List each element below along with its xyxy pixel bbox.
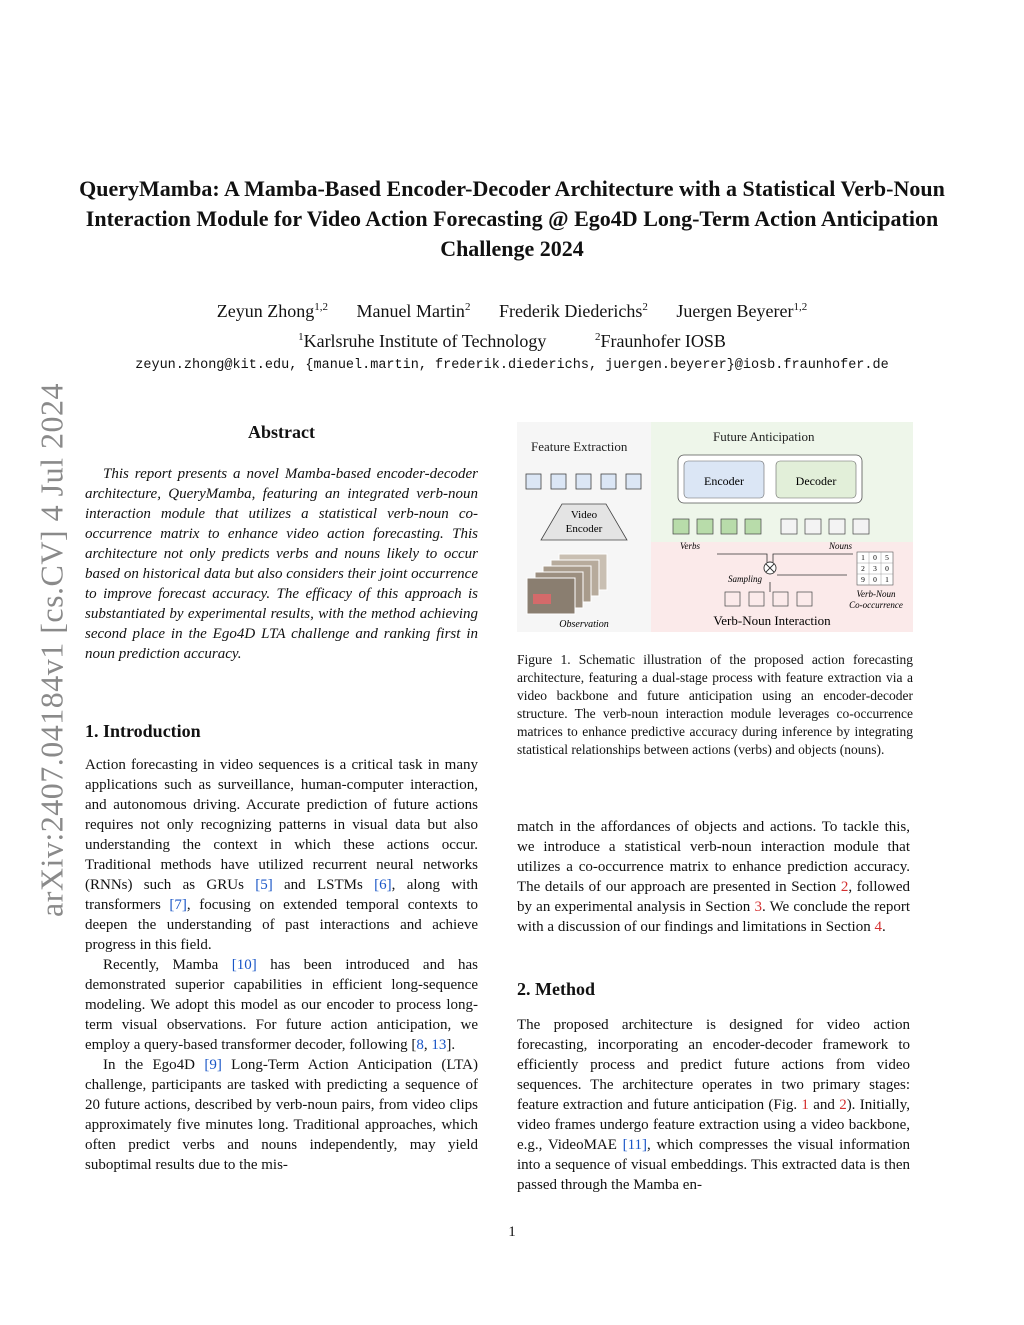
author bbox=[356, 301, 470, 321]
citation-link[interactable]: [6] bbox=[374, 877, 392, 893]
affiliation-number: 2 bbox=[594, 331, 601, 343]
figure-link[interactable]: 2 bbox=[839, 1097, 847, 1113]
matrix-cell: 0 bbox=[885, 564, 889, 573]
author-name: Juergen Beyerer bbox=[676, 301, 794, 321]
figure-caption: Figure 1. Schematic illustration of the proposed action forecasting architecture, featuring a dual-stage process with feature extraction via a video backbone and future anticipation using an encoder-decoder structure. The verb-noun interaction module leverages co-occurrence matrices to enhance predictive accuracy during inference by integrating statistical relationships between actions (verbs) and objects (nouns). bbox=[517, 652, 913, 757]
section-link[interactable]: 3 bbox=[754, 899, 762, 915]
encoder-label: Encoder bbox=[704, 474, 744, 488]
affiliation-list bbox=[0, 330, 1024, 352]
paper-title: QueryMamba: A Mamba-Based Encoder-Decoder Architecture with a Statistical Verb-Noun Interaction Module for Video Action Forecasting @ Ego4D Long-Term Action Anticipation Challenge 2024 bbox=[79, 176, 945, 261]
author-affil: 1,2 bbox=[793, 301, 808, 313]
matrix-cell: 3 bbox=[873, 564, 877, 573]
intro-heading: 1. Introduction bbox=[85, 721, 201, 741]
citation-link[interactable]: [7] bbox=[169, 897, 187, 913]
figure-1-diagram bbox=[517, 422, 913, 632]
author-name: Zeyun Zhong bbox=[216, 301, 315, 321]
author-name: Manuel Martin bbox=[356, 301, 465, 321]
citation-link[interactable]: [11] bbox=[622, 1137, 648, 1153]
matrix-cell: 9 bbox=[861, 575, 865, 584]
feature-extraction-label: Feature Extraction bbox=[531, 439, 628, 454]
method-heading: 2. Method bbox=[517, 979, 595, 999]
video-encoder-label: Encoder bbox=[565, 523, 603, 535]
arxiv-identifier: arXiv:2407.04184v1 [cs.CV] 4 Jul 2024 bbox=[33, 382, 70, 918]
author-affil: 2 bbox=[464, 301, 471, 313]
method-paragraph: The proposed architecture is designed for video action forecasting, incorporating an encoder-decoder framework to efficiently process and predict future actions from video sequences. The architecture operates in two primary stages: feature extraction and future anticipation (Fig. 1 and 2). Initially, video frames undergo feature extraction using a video backbone, e.g., VideoMAE [11], which compresses the visual information into a sequence of visual embeddings. This extracted data is then passed through the Mamba en- bbox=[517, 1017, 911, 1193]
affiliation-number: 1 bbox=[298, 331, 304, 343]
page-number: 1 bbox=[508, 1224, 516, 1240]
method-body bbox=[517, 1015, 910, 1195]
sampling-label: Sampling bbox=[727, 574, 763, 584]
video-encoder-label: Video bbox=[570, 509, 598, 521]
intro-paragraph: In the Ego4D [9] Long-Term Action Anticipation (LTA) challenge, participants are tasked with predicting a sequence of 20 future actions, described by verb-noun pairs, from video clips approximately five minutes long. Traditional approaches, which often predict verbs and nouns independently, may yield suboptimal results due to the mis- bbox=[85, 1057, 478, 1173]
cooccurrence-label: Co-occurrence bbox=[849, 600, 903, 610]
section-link[interactable]: 2 bbox=[840, 879, 849, 895]
verbs-label: Verbs bbox=[680, 541, 700, 551]
author-emails: zeyun.zhong@kit.edu, {manuel.martin, frederik.diederichs, juergen.beyerer}@iosb.fraunhofer.de bbox=[135, 358, 889, 373]
future-anticipation-label: Future Anticipation bbox=[713, 429, 815, 444]
figure-link[interactable]: 1 bbox=[801, 1097, 809, 1113]
matrix-cell: 0 bbox=[873, 575, 877, 584]
abstract-text: This report presents a novel Mamba-based encoder-decoder architecture, QueryMamba, featuring an integrated verb-noun interaction module that utilizes a statistical verb-noun co-occurrence matrix to enhance video action forecasting. This architecture not only predicts verbs and nouns likely to occur based on historical data but also considers their joint occurrence to improve forecast accuracy. The efficacy of this approach is substantiated by experimental results, with the method achieving second place in the Ego4D LTA challenge and ranking first in noun prediction accuracy. bbox=[85, 466, 478, 662]
matrix-cell: 5 bbox=[885, 553, 889, 562]
intro-paragraph: Action forecasting in video sequences is a critical task in many applications such as surveillance, human-computer interaction, and autonomous driving. Accurate prediction of future actions requires not only recognizing patterns in visual data but also understanding the context in which these actions occur. Traditional methods have utilized recurrent neural networks (RNNs) such as GRUs [5] and LSTMs [6], along with transformers [7], focusing on extended temporal contexts to deepen the understanding of past interactions and achieve progress in this field. bbox=[85, 757, 478, 953]
citation-link[interactable]: [9] bbox=[204, 1057, 222, 1073]
affiliation bbox=[595, 331, 726, 351]
matrix-cell: 0 bbox=[873, 553, 877, 562]
affiliation-name: Fraunhofer IOSB bbox=[600, 331, 726, 351]
intro-paragraph: Recently, Mamba [10] has been introduced and has demonstrated superior capabilities in efficient long-sequence modeling. We adopt this model as our encoder to process long-term visual observations. For future action anticipation, we employ a query-based transformer decoder, following [8, 13]. bbox=[85, 957, 478, 1053]
citation-link[interactable]: [5] bbox=[255, 877, 273, 893]
decoder-label: Decoder bbox=[795, 474, 837, 488]
abstract-body bbox=[85, 464, 478, 664]
cooccurrence-matrix bbox=[857, 552, 893, 585]
section-link[interactable]: 4 bbox=[874, 919, 882, 935]
observation-label: Observation bbox=[559, 619, 609, 630]
author-affil: 1,2 bbox=[314, 301, 328, 313]
intro-body bbox=[85, 755, 478, 1175]
author bbox=[676, 301, 807, 321]
matrix-cell: 2 bbox=[861, 564, 865, 573]
intro-continuation bbox=[517, 817, 910, 937]
matrix-cell: 1 bbox=[861, 553, 865, 562]
nouns-label: Nouns bbox=[829, 541, 853, 551]
citation-link[interactable]: 8 bbox=[416, 1037, 424, 1053]
citation-link[interactable]: [10] bbox=[231, 957, 257, 973]
citation-link[interactable]: 13 bbox=[431, 1037, 447, 1053]
author-affil: 2 bbox=[642, 301, 648, 313]
affiliation bbox=[298, 331, 546, 351]
verb-noun-interaction-label: Verb-Noun Interaction bbox=[713, 613, 831, 628]
author-list bbox=[0, 300, 1024, 322]
author bbox=[217, 301, 328, 321]
author bbox=[499, 301, 648, 321]
matrix-cell: 1 bbox=[885, 575, 889, 584]
affiliation-name: Karlsruhe Institute of Technology bbox=[303, 331, 547, 351]
intro-paragraph: match in the affordances of objects and actions. To tackle this, we introduce a statistical verb-noun interaction module that utilizes a co-occurrence matrix to enhance prediction accuracy. The details of our approach are presented in Section 2, followed by an experimental analysis in Section 3. We conclude the report with a discussion of our findings and limitations in Section 4. bbox=[517, 819, 910, 935]
author-name: Frederik Diederichs bbox=[498, 301, 643, 321]
abstract-heading: Abstract bbox=[248, 422, 315, 442]
cooccurrence-label: Verb-Noun bbox=[856, 589, 896, 599]
